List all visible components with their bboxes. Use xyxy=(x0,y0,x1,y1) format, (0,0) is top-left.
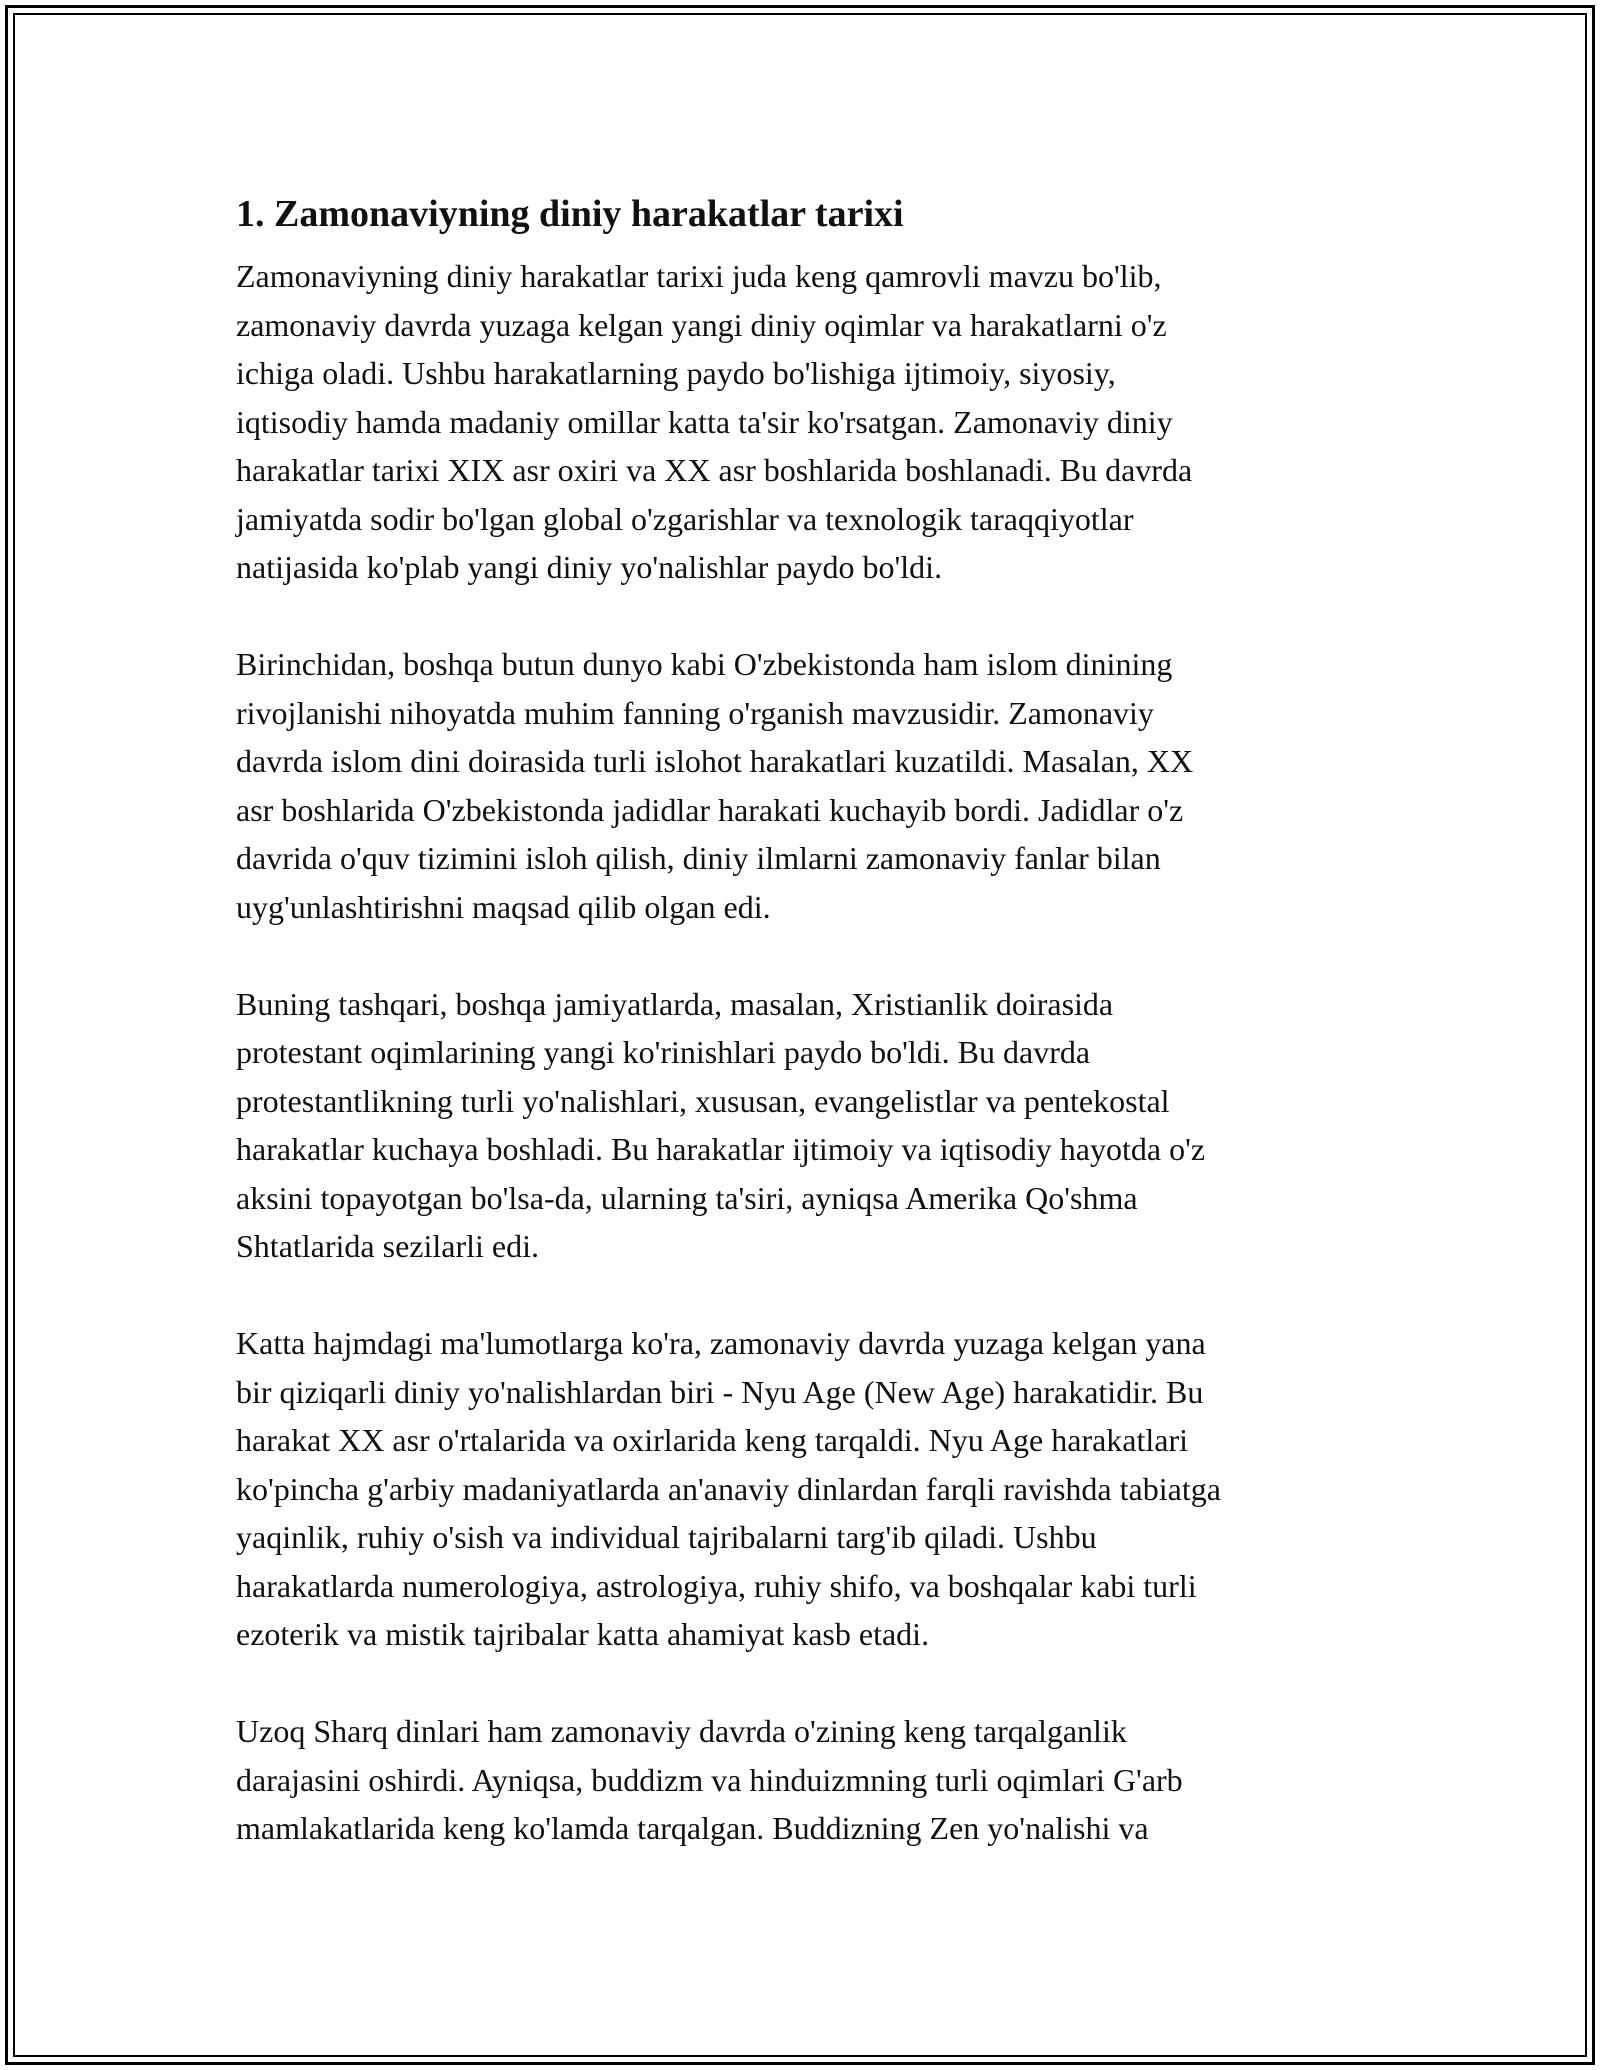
text-line: Birinchidan, boshqa butun dunyo kabi O'zbekistonda ham islom dinining xyxy=(236,646,1173,682)
text-line: harakatlarda numerologiya, astrologiya, ruhiy shifo, va boshqalar kabi turli xyxy=(236,1567,1197,1604)
paragraph-1 xyxy=(236,252,1376,592)
text-line: ko'pincha g'arbiy madaniyatlarda an'anaviy dinlardan farqli ravishda tabiatga xyxy=(236,1470,1221,1507)
text-line: harakatlar kuchaya boshladi. Bu harakatlar ijtimoiy va iqtisodiy hayotda o'z xyxy=(236,1131,1206,1167)
text-line: davrda islom dini doirasida turli islohot harakatlari kuzatildi. Masalan, XX xyxy=(236,743,1194,779)
paragraph-2 xyxy=(236,640,1376,931)
text-line: Shtatlarida sezilarli edi. xyxy=(236,1228,539,1264)
text-line: ichiga oladi. Ushbu harakatlarning paydo bo'lishiga ijtimoiy, siyosiy, xyxy=(236,355,1116,391)
text-line: ezoterik va mistik tajribalar katta ahamiyat kasb etadi. xyxy=(236,1616,930,1652)
text-line: harakat XX asr o'rtalarida va oxirlarida keng tarqaldi. Nyu Age harakatlari xyxy=(236,1422,1189,1458)
text-line: zamonaviy davrda yuzaga kelgan yangi diniy oqimlar va harakatlarni o'z xyxy=(236,306,1167,343)
text-line: davrida o'quv tizimini isloh qilish, diniy ilmlarni zamonaviy fanlar bilan xyxy=(236,840,1161,876)
paragraph-5 xyxy=(236,1707,1376,1853)
text-line: jamiyatda sodir bo'lgan global o'zgarishlar va texnologik taraqqiyotlar xyxy=(236,500,1134,537)
text-line: bir qiziqarli diniy yo'nalishlardan biri - Nyu Age (New Age) harakatidir. Bu xyxy=(236,1373,1204,1410)
text-line: mamlakatlarida keng ko'lamda tarqalgan. Buddizning Zen yo'nalishi va xyxy=(236,1810,1149,1846)
text-line: protestant oqimlarining yangi ko'rinishlari paydo bo'ldi. Bu davrda xyxy=(236,1034,1091,1070)
text-line: Zamonaviyning diniy harakatlar tarixi juda keng qamrovli mavzu bo'lib, xyxy=(236,258,1162,294)
document-body xyxy=(236,190,1376,1901)
text-line: harakatlar tarixi XIX asr oxiri va XX asr boshlarida boshlanadi. Bu davrda xyxy=(236,452,1193,488)
text-line: iqtisodiy hamda madaniy omillar katta ta'sir ko'rsatgan. Zamonaviy diniy xyxy=(236,403,1173,440)
text-line: yaqinlik, ruhiy o'sish va individual tajribalarni targ'ib qiladi. Ushbu xyxy=(236,1519,1097,1555)
paragraph-4 xyxy=(236,1319,1376,1659)
text-line: asr boshlarida O'zbekistonda jadidlar harakati kuchayib bordi. Jadidlar o'z xyxy=(236,791,1184,828)
paragraph-3 xyxy=(236,980,1376,1271)
text-line: aksini topayotgan bo'lsa-da, ularning ta'siri, ayniqsa Amerika Qo'shma xyxy=(236,1179,1138,1216)
text-line: Uzoq Sharq dinlari ham zamonaviy davrda o'zining keng tarqalganlik xyxy=(236,1713,1127,1749)
text-line: natijasida ko'plab yangi diniy yo'nalishlar paydo bo'ldi. xyxy=(236,549,943,585)
text-line: protestantlikning turli yo'nalishlari, xususan, evangelistlar va pentekostal xyxy=(236,1082,1170,1119)
text-line: uyg'unlashtirishni maqsad qilib olgan edi. xyxy=(236,888,771,925)
text-line: darajasini oshirdi. Ayniqsa, buddizm va hinduizmning turli oqimlari G'arb xyxy=(236,1761,1183,1798)
section-title: 1. Zamonaviyning diniy harakatlar tarixi xyxy=(236,193,904,235)
text-line: Buning tashqari, boshqa jamiyatlarda, masalan, Xristianlik doirasida xyxy=(236,985,1114,1022)
text-line: rivojlanishi nihoyatda muhim fanning o'rganish mavzusidir. Zamonaviy xyxy=(236,694,1154,731)
text-line: Katta hajmdagi ma'lumotlarga ko'ra, zamonaviy davrda yuzaga kelgan yana xyxy=(236,1325,1206,1361)
